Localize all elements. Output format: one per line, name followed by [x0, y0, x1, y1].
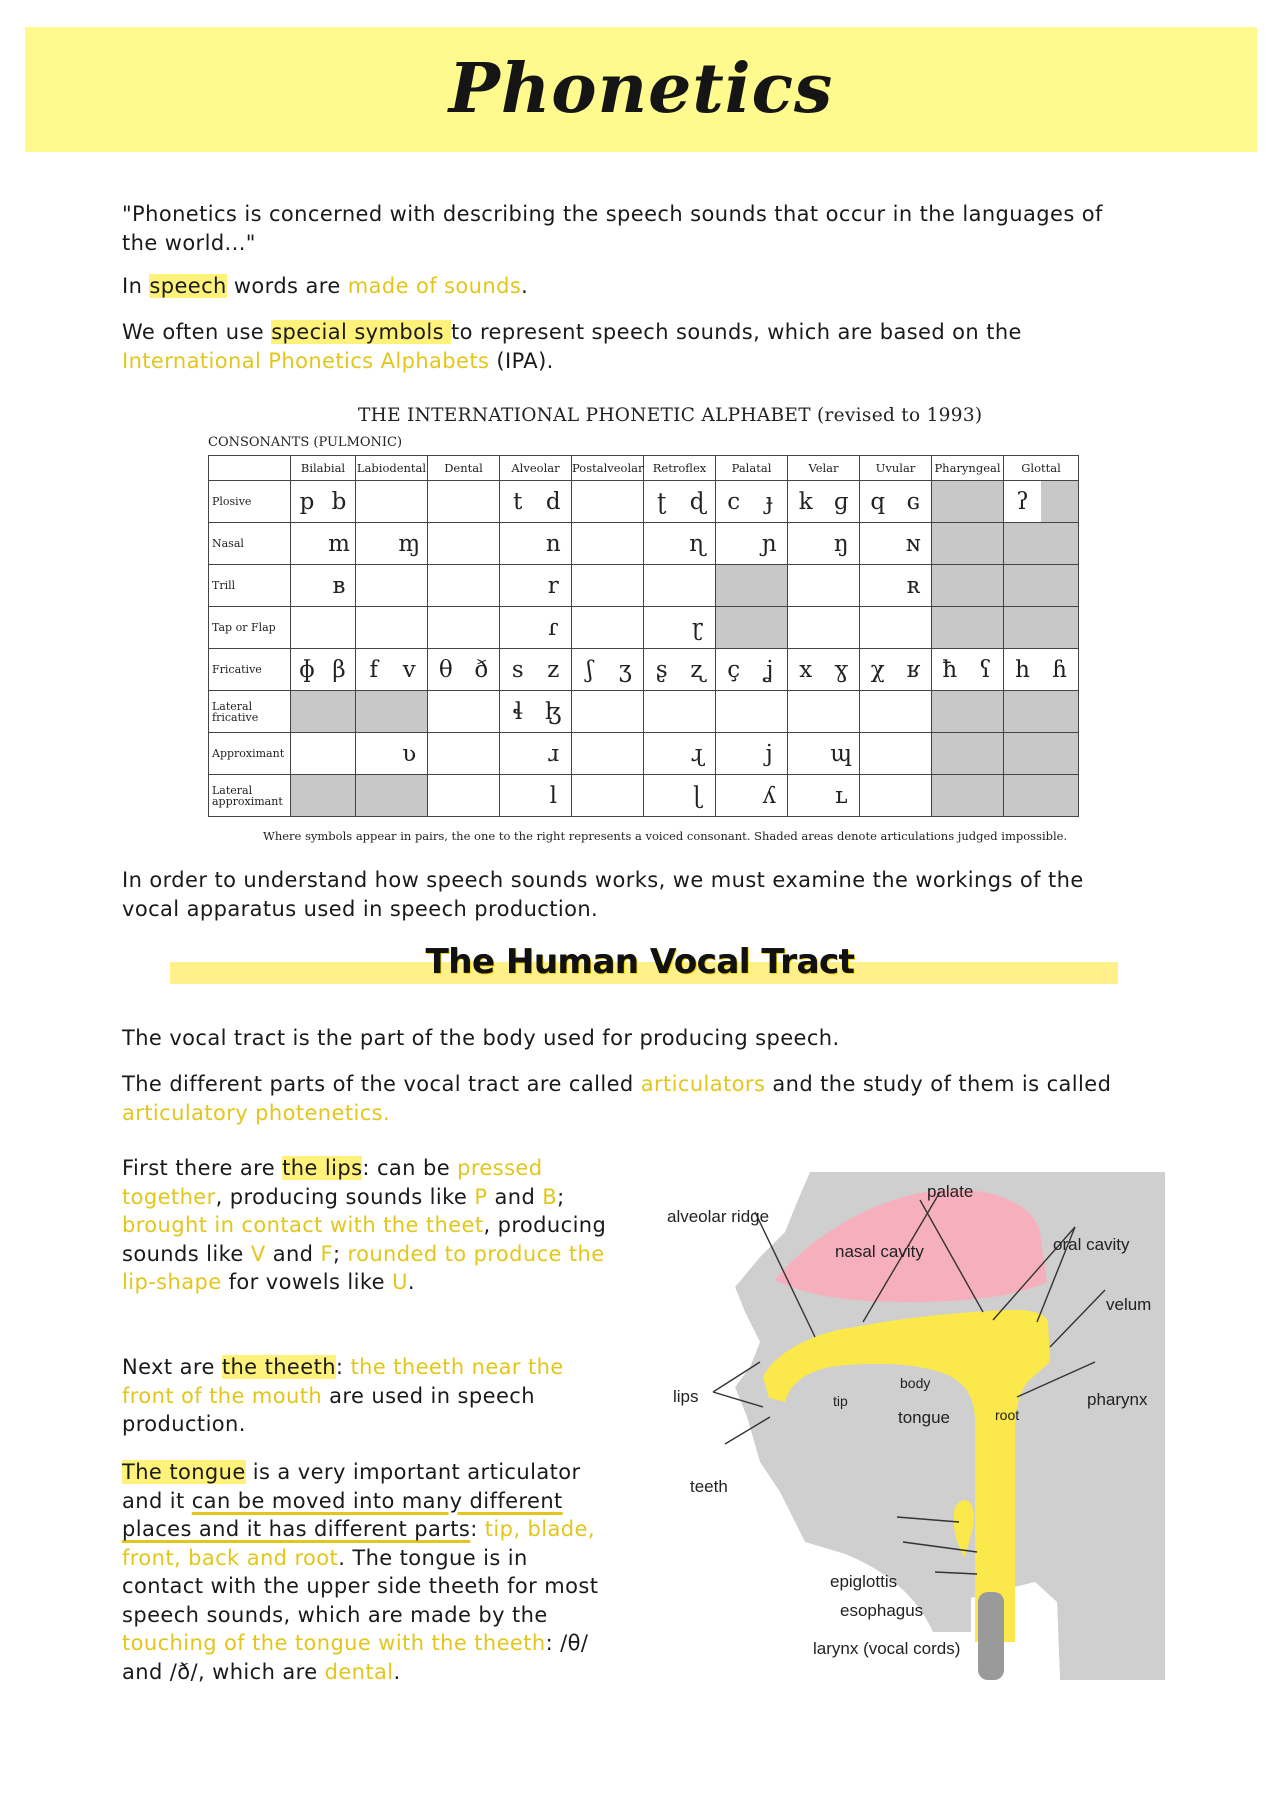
ipa-column-header: Uvular — [860, 456, 932, 481]
ipa-column-header: Labiodental — [356, 456, 428, 481]
ipa-row-label: Nasal — [209, 523, 291, 565]
tongue-paragraph: The tongue is a very important articulator and it can be moved into many different places and it has different parts: tip, blade, front, back and root. The tongue is in contact with the upper side theeth for most speech sounds, which are made by the touching of the tongue with the theeth: /θ/ and /ð/, which are dental. — [122, 1460, 599, 1684]
ipa-cell: ɹ — [500, 733, 572, 775]
ipa-cell — [932, 523, 1004, 565]
ipa-cell: θ ð — [428, 649, 500, 691]
label-alveolar-ridge: alveolar ridge — [667, 1207, 770, 1226]
ipa-cell: f v — [356, 649, 428, 691]
highlight: special symbols — [271, 320, 451, 344]
ipa-cell: ɰ — [788, 733, 860, 775]
ipa-row-label: Lateral approximant — [209, 775, 291, 817]
ipa-cell: ɸ β — [291, 649, 356, 691]
ipa-row-label: Plosive — [209, 481, 291, 523]
ipa-cell — [788, 565, 860, 607]
ipa-cell — [860, 691, 932, 733]
highlight: made of sounds — [347, 274, 522, 298]
label-nasal-cavity: nasal cavity — [835, 1242, 924, 1261]
ipa-cell: q ɢ — [860, 481, 932, 523]
ipa-cell: s z — [500, 649, 572, 691]
ipa-cell: n — [500, 523, 572, 565]
ipa-cell — [644, 691, 716, 733]
ipa-column-header: Postalveolar — [572, 456, 644, 481]
ipa-cell — [356, 691, 428, 733]
label-oral-cavity: oral cavity — [1053, 1235, 1130, 1254]
ipa-cell — [356, 481, 428, 523]
ipa-cell — [428, 607, 500, 649]
highlight: speech — [149, 274, 227, 298]
ipa-cell — [572, 523, 644, 565]
ipa-row-label: Lateral fricative — [209, 691, 291, 733]
label-tip: tip — [833, 1393, 848, 1409]
ipa-cell: ʙ — [291, 565, 356, 607]
ipa-cell — [1004, 523, 1079, 565]
label-pharynx: pharynx — [1087, 1390, 1148, 1409]
highlight: the theeth — [221, 1355, 336, 1379]
ipa-cell — [932, 691, 1004, 733]
label-root: root — [995, 1407, 1020, 1423]
ipa-cell — [291, 691, 356, 733]
label-epiglottis: epiglottis — [830, 1572, 898, 1591]
ipa-title: THE INTERNATIONAL PHONETIC ALPHABET (revised to 1993) — [358, 405, 983, 426]
ipa-row — [209, 775, 1079, 817]
label-esophagus: esophagus — [840, 1601, 924, 1620]
ipa-cell: m — [291, 523, 356, 565]
ipa-cell: x ɣ — [788, 649, 860, 691]
ipa-column-header: Palatal — [716, 456, 788, 481]
ipa-cell — [356, 565, 428, 607]
intro-symbols: We often use special symbols to represent speech sounds, which are based on the International Phonetics Alphabets (IPA). — [122, 320, 1022, 373]
ipa-cell: ʀ — [860, 565, 932, 607]
ipa-cell: j — [716, 733, 788, 775]
label-lips: lips — [673, 1387, 699, 1406]
ipa-cell: ɴ — [860, 523, 932, 565]
ipa-row-label: Trill — [209, 565, 291, 607]
lips-paragraph: First there are the lips: can be pressed together, producing sounds like P and B; brought in contact with the theet, producing sounds like V and F; rounded to produce the lip-shape for vowels like U. — [122, 1156, 607, 1294]
label-body: body — [900, 1375, 931, 1391]
ipa-cell — [1004, 775, 1079, 817]
ipa-cell: ɾ — [500, 607, 572, 649]
ipa-row-label: Fricative — [209, 649, 291, 691]
ipa-cell: ʟ — [788, 775, 860, 817]
ipa-cell: ʈ ɖ — [644, 481, 716, 523]
highlight: articulators — [640, 1072, 766, 1096]
ipa-row — [209, 565, 1079, 607]
ipa-cell — [572, 481, 644, 523]
label-palate: palate — [927, 1182, 974, 1201]
ipa-cell — [932, 607, 1004, 649]
ipa-cell: ɱ — [356, 523, 428, 565]
ipa-cell — [428, 733, 500, 775]
ipa-row — [209, 523, 1079, 565]
vocal-apparatus-paragraph: In order to understand how speech sounds works, we must examine the workings of the vocal apparatus used in speech production. — [122, 868, 1084, 921]
ipa-cell — [1004, 607, 1079, 649]
ipa-column-header: Glottal — [1004, 456, 1079, 481]
ipa-cell — [932, 565, 1004, 607]
ipa-cell — [572, 775, 644, 817]
ipa-cell: ʂ ʐ — [644, 649, 716, 691]
ipa-cell: ɽ — [644, 607, 716, 649]
ipa-cell — [356, 607, 428, 649]
ipa-cell — [428, 775, 500, 817]
section-title: The Human Vocal Tract — [425, 942, 855, 982]
ipa-table — [208, 455, 1079, 817]
vocal-tract-definition: The vocal tract is the part of the body used for producing speech. — [122, 1026, 840, 1050]
ipa-row — [209, 691, 1079, 733]
ipa-cell: χ ʁ — [860, 649, 932, 691]
ipa-row — [209, 649, 1079, 691]
ipa-row-label: Approximant — [209, 733, 291, 775]
ipa-row — [209, 481, 1079, 523]
intro-quote: "Phonetics is concerned with describing the speech sounds that occur in the languages of the world..." — [122, 202, 1103, 255]
ipa-cell — [428, 481, 500, 523]
ipa-cell: ʋ — [356, 733, 428, 775]
ipa-column-header: Velar — [788, 456, 860, 481]
highlight: The tongue — [122, 1460, 246, 1484]
ipa-cell: ʎ — [716, 775, 788, 817]
ipa-cell — [860, 775, 932, 817]
ipa-cell: ɭ — [644, 775, 716, 817]
ipa-cell: ŋ — [788, 523, 860, 565]
ipa-cell — [788, 607, 860, 649]
ipa-cell: c ɟ — [716, 481, 788, 523]
label-velum: velum — [1106, 1295, 1152, 1314]
ipa-cell — [716, 565, 788, 607]
ipa-row — [209, 607, 1079, 649]
ipa-cell — [572, 733, 644, 775]
ipa-column-header: Retroflex — [644, 456, 716, 481]
underline: can be moved into many different places and it has different parts — [122, 1488, 563, 1541]
page-title: Phonetics — [448, 49, 834, 129]
highlight: the lips — [282, 1156, 363, 1180]
ipa-cell — [932, 733, 1004, 775]
ipa-cell — [428, 691, 500, 733]
ipa-cell — [572, 565, 644, 607]
ipa-cell — [860, 733, 932, 775]
ipa-cell: k ɡ — [788, 481, 860, 523]
ipa-cell — [291, 607, 356, 649]
esophagus-tube — [978, 1592, 1004, 1680]
ipa-cell — [1004, 733, 1079, 775]
label-teeth: teeth — [690, 1477, 728, 1496]
ipa-cell — [1004, 691, 1079, 733]
ipa-cell — [428, 523, 500, 565]
ipa-footnote: Where symbols appear in pairs, the one to the right represents a voiced consonant. Shaded areas denote articulations judged impossible. — [263, 829, 1068, 843]
ipa-column-header: Alveolar — [500, 456, 572, 481]
ipa-column-header: Dental — [428, 456, 500, 481]
ipa-cell — [1004, 565, 1079, 607]
teeth-paragraph: Next are the theeth: the theeth near the front of the mouth are used in speech production. — [122, 1355, 564, 1436]
ipa-cell: ç ʝ — [716, 649, 788, 691]
ipa-cell: h ɦ — [1004, 649, 1079, 691]
ipa-row — [209, 733, 1079, 775]
ipa-cell — [932, 481, 1004, 523]
ipa-cell: ɻ — [644, 733, 716, 775]
ipa-cell — [291, 775, 356, 817]
ipa-cell: ʃ ʒ — [572, 649, 644, 691]
highlight: International Phonetics Alphabets — [122, 349, 490, 373]
ipa-column-header: Pharyngeal — [932, 456, 1004, 481]
ipa-subtitle: CONSONANTS (PULMONIC) — [208, 435, 403, 450]
ipa-cell — [716, 607, 788, 649]
ipa-cell — [932, 775, 1004, 817]
intro-speech: In speech words are made of sounds. — [122, 274, 529, 298]
ipa-cell — [572, 691, 644, 733]
ipa-cell: ɲ — [716, 523, 788, 565]
label-tongue: tongue — [898, 1408, 950, 1427]
ipa-cell — [644, 565, 716, 607]
ipa-cell — [716, 691, 788, 733]
articulators-paragraph: The different parts of the vocal tract are called articulators and the study of them is called articulatory photenetics. — [122, 1072, 1112, 1125]
title-band — [25, 27, 1257, 152]
ipa-cell — [572, 607, 644, 649]
ipa-cell — [356, 775, 428, 817]
ipa-cell — [428, 565, 500, 607]
ipa-cell — [788, 691, 860, 733]
ipa-cell: ɳ — [644, 523, 716, 565]
ipa-cell: t d — [500, 481, 572, 523]
ipa-cell: ħ ʕ — [932, 649, 1004, 691]
ipa-cell: p b — [291, 481, 356, 523]
ipa-corner — [209, 456, 291, 481]
ipa-cell: r — [500, 565, 572, 607]
ipa-cell: ɬ ɮ — [500, 691, 572, 733]
vocal-tract-diagram — [665, 1162, 1182, 1682]
ipa-cell: l — [500, 775, 572, 817]
label-larynx: larynx (vocal cords) — [813, 1639, 961, 1658]
ipa-cell — [291, 733, 356, 775]
highlight: articulatory photenetics. — [122, 1101, 391, 1125]
ipa-column-header: Bilabial — [291, 456, 356, 481]
ipa-cell: ʔ — [1004, 481, 1079, 523]
ipa-row-label: Tap or Flap — [209, 607, 291, 649]
ipa-cell — [860, 607, 932, 649]
